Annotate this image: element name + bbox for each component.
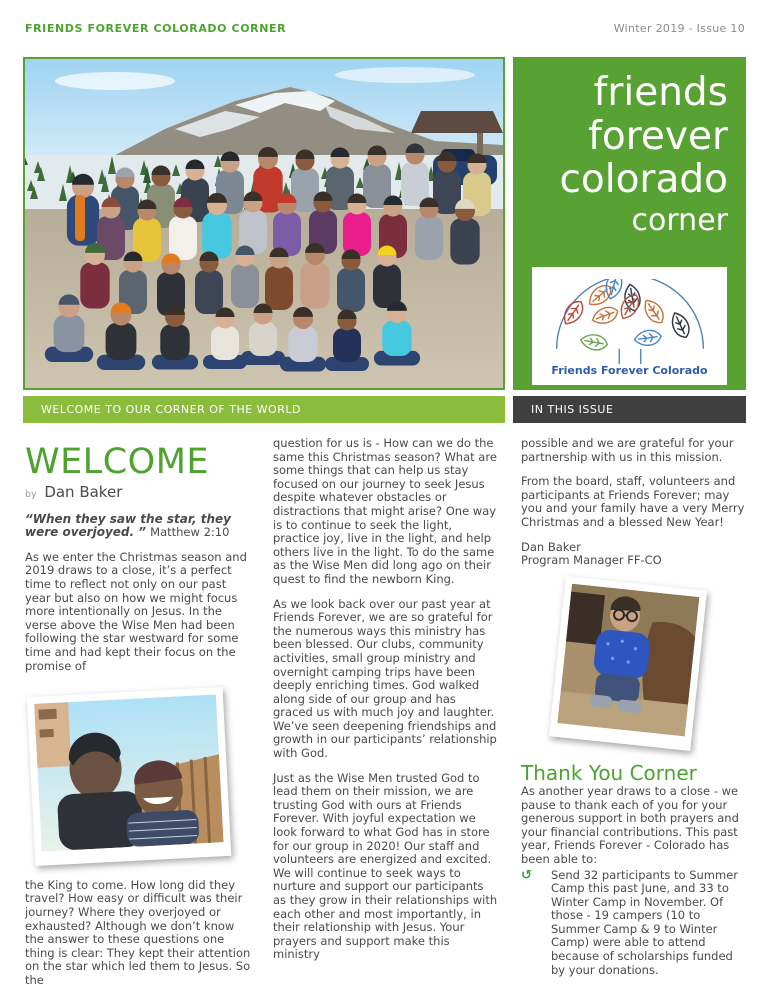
paragraph: question for us is - How can we do the same this Christmas season? What are some things that can help us stay focused on our journey to seek Jesus despite whatever obstacles or distractions that might arise? One way is to continue to seek the light, practice joy, live in the light, and help others live in the light. To do the same as the Wise Men did long ago on their quest to find the newborn King.	[273, 437, 499, 587]
paragraph: From the board, staff, volunteers and participants at Friends Forever; may you and your family have a very Merry Christmas and a blessed New Year!	[521, 475, 747, 529]
article-title: WELCOME	[25, 445, 251, 480]
thank-you-bullet	[521, 869, 747, 978]
quote-reference: Matthew 2:10	[150, 525, 229, 539]
paragraph: the King to come. How long did they travel? How easy or difficult was their journey? Where they overjoyed or exhausted? Although we don’t know the answer to these questions one thing is clear: They kept their attention on the star which led them to Jesus. So the	[25, 879, 251, 988]
banner-word-4: corner	[513, 204, 728, 238]
leaf-tree-logo-icon	[540, 279, 720, 364]
paragraph: As we look back over our past year at Friends Forever, we are so grateful for the numerous ways this ministry has been blessed. Our clubs, community activities, small group ministry and overnight camping trips have been deeply enriching times. God walked along side of our group and has graced us with much joy and laughter. We’ve seen deepening friendships and growth in our participants’ relationship with God.	[273, 598, 499, 761]
thank-you-title: Thank You Corner	[521, 767, 747, 781]
masthead	[25, 22, 745, 35]
paragraph: As we enter the Christmas season and 2019 draws to a close, it’s a perfect time to reflect not only on our past year but also on how we might focus more intentionally on Jesus. In the verse above the Wise Men had been following the star westward for some time and had kept their focus on the promise of	[25, 551, 251, 673]
banner-word-2: forever	[513, 115, 728, 159]
signature	[521, 541, 747, 568]
group-photo-illustration	[25, 59, 503, 388]
column-1	[25, 437, 251, 998]
participant-photo-illustration	[557, 583, 699, 736]
organization-logo	[532, 267, 727, 385]
hero-section	[23, 57, 746, 390]
banner-title	[513, 57, 746, 238]
bullet-text: Send 32 participants to Summer Camp this past June, and 33 to Winter Camp in November. Of those - 19 campers (10 to Summer Camp & 9 to Winter Camp) were able to attend because of scholarships funded by your donations.	[551, 869, 747, 978]
paragraph: Just as the Wise Men trusted God to lead them on their mission, we are trusting God with ours at Friends Forever. With joyful expectation we look forward to what God has in store for our group in 2020! Our staff and volunteers are energized and excited. We will continue to seek ways to nurture and support our participants as they grow in their relationships with each other and most importantly, in their relationship with Jesus. Your prayers and support make this ministry	[273, 772, 499, 962]
newsletter-name: FRIENDS FOREVER COLORADO CORNER	[25, 22, 286, 35]
article-columns	[25, 437, 747, 998]
banner-word-3: colorado	[513, 158, 728, 202]
logo-caption: Friends Forever Colorado	[551, 364, 707, 377]
in-this-issue-bar: IN THIS ISSUE	[513, 396, 746, 423]
scripture-quote	[25, 513, 251, 540]
thank-you-intro: As another year draws to a close - we pause to thank each of you for your generous support in both prayers and your financial contributions. This past year, Friends Forever - Colorado has been able to:	[521, 785, 747, 867]
quote-text: “When they saw the star, they were overjoyed. ”	[25, 512, 231, 540]
byline	[25, 486, 251, 502]
circular-arrow-bullet-icon: ↺	[521, 869, 551, 978]
signature-role: Program Manager FF-CO	[521, 553, 662, 567]
issue-info: Winter 2019 - Issue 10	[614, 22, 745, 35]
welcome-section-bar: WELCOME TO OUR CORNER OF THE WORLD	[23, 396, 505, 423]
byline-author: Dan Baker	[44, 483, 122, 501]
title-banner	[513, 57, 746, 390]
paragraph: possible and we are grateful for your partnership with us in this mission.	[521, 437, 747, 464]
column-2	[273, 437, 499, 998]
column-3	[521, 437, 747, 998]
selfie-photo	[27, 687, 232, 866]
participant-photo	[549, 576, 707, 751]
byline-prefix: by	[25, 489, 37, 500]
selfie-photo-illustration	[34, 694, 223, 851]
hero-gap	[505, 57, 513, 390]
section-bars	[23, 396, 746, 423]
group-photo	[23, 57, 505, 390]
signature-name: Dan Baker	[521, 540, 581, 554]
banner-word-1: friends	[513, 71, 728, 115]
